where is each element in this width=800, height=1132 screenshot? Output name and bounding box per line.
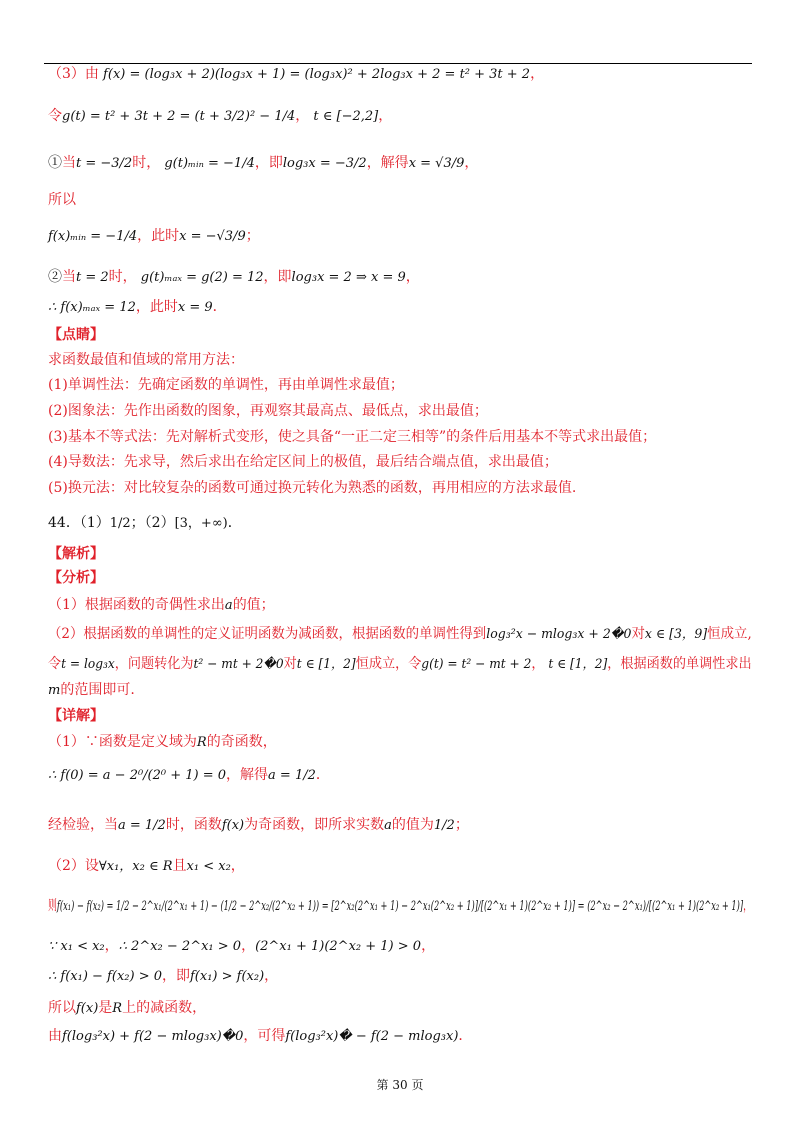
math-expression: 1/2 [109, 516, 131, 531]
text-segment: ． [212, 299, 227, 315]
math-expression: g(t) = t² − mt + 2 [421, 657, 532, 672]
text-segment: 上的减函数， [122, 1000, 207, 1016]
text-segment: （2）设 [48, 858, 99, 874]
text-segment: ，解得 [226, 767, 269, 783]
text-segment: ，此时 [135, 299, 178, 315]
text-line-27 [48, 896, 752, 917]
text-segment: ． [458, 1028, 473, 1044]
text-segment: （1）∵函数是定义域为 [48, 734, 197, 750]
text-segment: 经检验，当 [48, 817, 118, 833]
math-expression: t ∈ [1，2] [544, 657, 608, 672]
math-expression: R [112, 1001, 123, 1016]
text-segment: 的值为 [391, 817, 434, 833]
text-segment: ， [421, 938, 436, 954]
text-segment: 当 [62, 155, 76, 171]
text-line-9 [48, 350, 244, 370]
text-segment: 【点睛】 [48, 327, 104, 343]
text-segment: ，根据函数的单调性求出 [607, 656, 752, 672]
text-segment: 44．（1） [48, 515, 110, 531]
text-line-10 [48, 375, 404, 395]
text-segment: (5)换元法：对比较复杂的函数可通过换元转化为熟悉的函数，再用相应的方法求最值. [48, 480, 577, 496]
math-expression: log₃x = 2 ⇒ x = 9 [291, 270, 406, 285]
text-segment: ， [241, 938, 256, 954]
text-line-3 [48, 153, 478, 174]
text-line-24 [48, 765, 330, 786]
math-expression: f(x₁) > f(x₂) [190, 969, 265, 984]
math-expression: ∴ f(0) = a − 2⁰/(2⁰ + 1) = 0 [48, 768, 227, 783]
text-segment: ； [245, 228, 260, 244]
text-segment: 令 [48, 656, 62, 672]
math-expression: log₃²x − mlog₃x + 2�0 [486, 627, 632, 642]
text-segment: 恒成立，令 [355, 656, 422, 672]
text-segment: ，问题转化为 [114, 656, 194, 672]
math-expression: x ∈ [3，9] [644, 627, 708, 642]
text-segment: 【解析】 [48, 546, 104, 562]
math-expression: t = log₃x [61, 657, 115, 672]
math-expression: a = 1/2 [118, 818, 166, 833]
math-expression: x₁ < x₂ [186, 859, 231, 874]
text-segment: ，此时 [137, 228, 180, 244]
math-expression: a [224, 598, 233, 613]
text-segment: 对 [283, 656, 297, 672]
math-expression: t = −3/2 [76, 156, 133, 171]
math-expression: f(log₃²x) + f(2 − mlog₃x)�0 [62, 1029, 244, 1044]
text-segment: 由 [48, 1028, 62, 1044]
text-line-1 [48, 64, 544, 85]
text-segment: (3)基本不等式法：先对解析式变形，使之具备“一正二定三相等”的条件后用基本不等式求出最值； [48, 429, 657, 445]
text-line-8 [48, 325, 104, 345]
text-segment: ；（2） [130, 515, 175, 531]
text-segment: 的值； [232, 597, 275, 613]
text-segment: ，解得 [366, 155, 409, 171]
text-segment: ， [378, 108, 393, 124]
text-segment: （1）根据函数的奇偶性求出 [48, 597, 225, 613]
math-expression: ∀x₁，x₂ ∈ R [98, 859, 173, 874]
text-segment: ，即 [263, 269, 292, 285]
text-segment: ， [295, 108, 310, 124]
math-expression: R [196, 735, 207, 750]
text-line-22 [48, 706, 104, 726]
text-line-13 [48, 452, 558, 472]
text-line-17 [48, 568, 104, 588]
math-expression: f(x₁) − f(x₂) = 1/2 − 2^x₁/(2^x₁ + 1) − (1/2 − 2^x₂/(2^x₂ + 1)) = [2^x₂(2^x₁ + 1) − 2^x₁(2^x₂ + 1)]/[(2^x₁ + 1)(2^x₂ + 1)] = (2^x₂ − 2^x₁)/[(2^x₁ + 1)(2^x₂ + 1)] [56, 899, 744, 914]
text-line-18 [48, 595, 275, 616]
text-segment: （3）由 [48, 66, 99, 82]
text-segment: ， [104, 938, 119, 954]
text-line-4 [48, 190, 76, 210]
text-segment: ， [230, 858, 245, 874]
text-line-5 [48, 226, 260, 247]
text-line-29 [48, 966, 278, 987]
math-expression: x = √3/9 [408, 156, 465, 171]
math-expression: f(x) [76, 1001, 99, 1016]
math-expression: f(log₃²x)� − f(2 − mlog₃x) [285, 1029, 459, 1044]
math-expression: ∵ x₁ < x₂ [48, 939, 105, 954]
math-expression: ∴ 2^x₂ − 2^x₁ > 0 [118, 939, 242, 954]
text-segment: 为奇函数，即所求实数 [244, 817, 385, 833]
math-expression: [3，+∞) [174, 516, 228, 531]
text-segment: ① [48, 155, 62, 171]
text-segment: 【分析】 [48, 570, 104, 586]
math-expression: 1/2 [433, 818, 455, 833]
text-line-20 [48, 654, 752, 675]
text-line-11 [48, 401, 488, 421]
text-segment: 是 [98, 1000, 113, 1016]
text-segment: ， [405, 269, 420, 285]
page-number: 第 30 页 [376, 1078, 424, 1092]
text-segment: (1)单调性法：先确定函数的单调性，再由单调性求最值； [48, 377, 404, 393]
math-expression: f(x) = (log₃x + 2)(log₃x + 1) = (log₃x)² + 2log₃x + 2 = t² + 3t + 2 [98, 67, 531, 82]
math-expression: t ∈ [−2,2] [309, 109, 379, 124]
text-segment: 的奇函数， [206, 734, 277, 750]
text-segment: 所以 [48, 1000, 76, 1016]
text-segment: ． [227, 515, 242, 531]
math-expression: g(t) = t² + 3t + 2 = (t + 3/2)² − 1/4 [62, 109, 296, 124]
math-expression: (2^x₁ + 1)(2^x₂ + 1) > 0 [255, 939, 422, 954]
text-segment: ． [315, 767, 330, 783]
math-expression: a [384, 818, 392, 833]
text-segment: ，即 [162, 968, 190, 984]
math-expression: t² − mt + 2�0 [193, 657, 284, 672]
math-expression: g(t)ₘᵢₙ = −1/4 [160, 156, 255, 171]
text-line-25 [48, 815, 469, 836]
text-segment: ，即 [254, 155, 283, 171]
text-line-7 [48, 297, 227, 318]
text-segment: ，可得 [243, 1028, 286, 1044]
text-segment: 时， [108, 269, 137, 285]
text-line-6 [48, 267, 420, 288]
math-expression: g(t)ₘₐₓ = g(2) = 12 [136, 270, 264, 285]
text-segment: ， [530, 66, 545, 82]
text-line-2 [48, 106, 392, 127]
math-expression: ∴ f(x₁) − f(x₂) > 0 [48, 969, 162, 984]
math-expression: t ∈ [1，2] [296, 657, 356, 672]
text-segment: 对 [631, 626, 645, 642]
text-segment: ， [531, 656, 545, 672]
text-line-21 [48, 680, 135, 701]
text-segment: (2)图象法：先作出函数的图象，再观察其最高点、最低点，求出最值； [48, 403, 488, 419]
text-segment: ， [743, 898, 752, 914]
math-expression: x = −√3/9 [179, 229, 246, 244]
text-segment: (4)导数法：先求导，然后求出在给定区间上的极值，最后结合端点值，求出最值； [48, 454, 558, 470]
text-segment: ② [48, 269, 62, 285]
text-segment: 恒成立, [707, 626, 752, 642]
text-line-26 [48, 856, 245, 877]
text-segment: ， [464, 155, 479, 171]
text-line-12 [48, 427, 656, 447]
text-segment: 【详解】 [48, 708, 104, 724]
text-line-15 [48, 513, 242, 534]
text-segment: 令 [48, 108, 62, 124]
text-line-23 [48, 732, 277, 753]
math-expression: t = 2 [76, 270, 109, 285]
text-line-14 [48, 478, 576, 498]
text-line-19 [48, 624, 752, 645]
text-segment: ， [264, 968, 279, 984]
math-expression: m [48, 683, 61, 698]
text-segment: （2）根据函数的单调性的定义证明函数为减函数，根据函数的单调性得到 [48, 626, 487, 642]
text-line-28 [48, 936, 435, 957]
text-segment: 时，函数 [165, 817, 222, 833]
text-segment: 则 [48, 898, 57, 914]
math-expression: f(x) [221, 818, 245, 833]
text-segment: 的范围即可. [60, 682, 135, 698]
text-line-30 [48, 998, 206, 1019]
text-segment: 当 [62, 269, 76, 285]
text-segment: 且 [172, 858, 187, 874]
math-expression: x = 9 [177, 300, 213, 315]
math-expression: ∴ f(x)ₘₐₓ = 12 [48, 300, 136, 315]
text-segment: ； [454, 817, 469, 833]
math-expression: log₃x = −3/2 [282, 156, 367, 171]
math-expression: a = 1/2 [268, 768, 316, 783]
text-line-31 [48, 1026, 472, 1047]
text-segment: 时， [132, 155, 161, 171]
math-expression: f(x)ₘᵢₙ = −1/4 [48, 229, 138, 244]
text-line-16 [48, 544, 104, 564]
text-segment: 求函数最值和值域的常用方法： [48, 352, 244, 368]
text-segment: 所以 [48, 192, 76, 208]
